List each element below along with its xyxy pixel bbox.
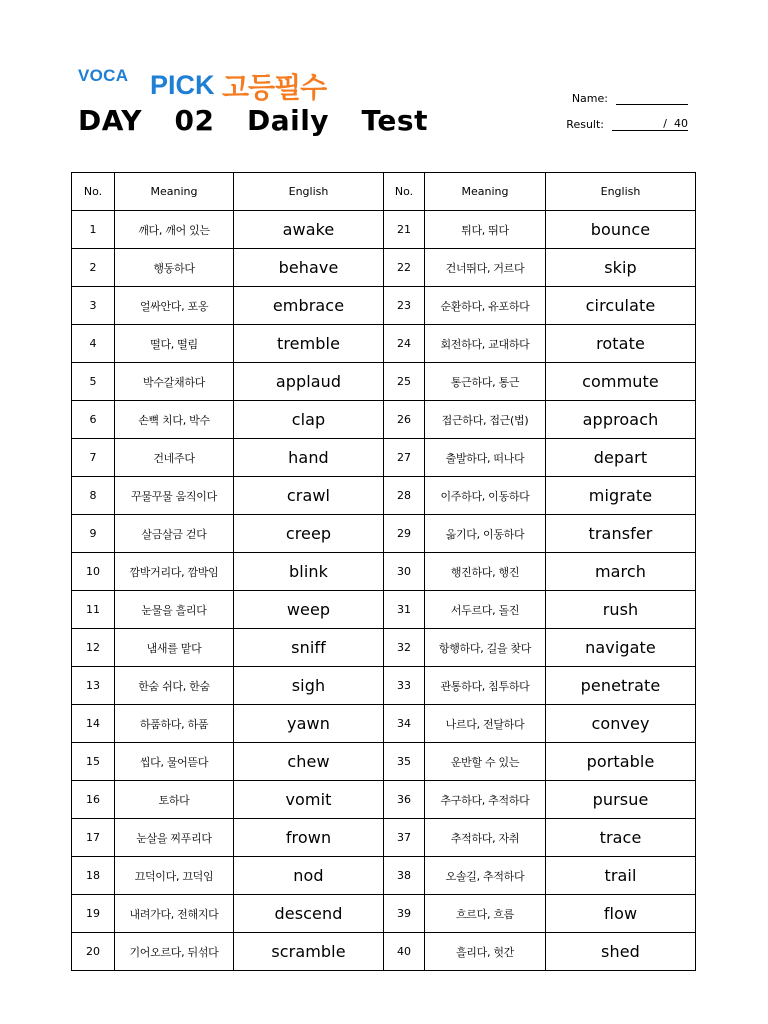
- cell-number: 36: [384, 781, 425, 819]
- cell-meaning: 하품하다, 하품: [115, 705, 234, 743]
- cell-meaning: 흐르다, 흐름: [425, 895, 546, 933]
- cell-english: shed: [546, 933, 696, 971]
- cell-english: transfer: [546, 515, 696, 553]
- result-blank[interactable]: [612, 118, 688, 131]
- cell-english: chew: [234, 743, 384, 781]
- cell-english: awake: [234, 211, 384, 249]
- cell-meaning: 항행하다, 길을 찾다: [425, 629, 546, 667]
- cell-number: 8: [72, 477, 115, 515]
- cell-number: 5: [72, 363, 115, 401]
- cell-english: crawl: [234, 477, 384, 515]
- cell-number: 4: [72, 325, 115, 363]
- brand-voca: VOCA: [78, 66, 129, 85]
- cell-number: 37: [384, 819, 425, 857]
- cell-meaning: 얼싸안다, 포옹: [115, 287, 234, 325]
- cell-meaning: 운반할 수 있는: [425, 743, 546, 781]
- cell-meaning: 씹다, 물어뜯다: [115, 743, 234, 781]
- cell-number: 32: [384, 629, 425, 667]
- cell-meaning: 행동하다: [115, 249, 234, 287]
- cell-meaning: 추구하다, 추적하다: [425, 781, 546, 819]
- cell-english: trace: [546, 819, 696, 857]
- cell-english: sigh: [234, 667, 384, 705]
- cell-number: 22: [384, 249, 425, 287]
- table-row: [72, 819, 696, 857]
- cell-number: 17: [72, 819, 115, 857]
- table-row: [72, 667, 696, 705]
- cell-meaning: 박수갈채하다: [115, 363, 234, 401]
- cell-meaning: 출발하다, 떠나다: [425, 439, 546, 477]
- cell-english: behave: [234, 249, 384, 287]
- result-field-row: [566, 118, 688, 131]
- cell-number: 15: [72, 743, 115, 781]
- cell-number: 2: [72, 249, 115, 287]
- cell-english: yawn: [234, 705, 384, 743]
- cell-number: 1: [72, 211, 115, 249]
- cell-number: 10: [72, 553, 115, 591]
- cell-english: weep: [234, 591, 384, 629]
- cell-meaning: 건네주다: [115, 439, 234, 477]
- cell-meaning: 살금살금 걷다: [115, 515, 234, 553]
- result-total: / 40: [663, 117, 688, 130]
- name-field-row: [572, 92, 688, 105]
- name-blank[interactable]: [616, 92, 688, 105]
- cell-english: embrace: [234, 287, 384, 325]
- table-row: [72, 325, 696, 363]
- cell-number: 13: [72, 667, 115, 705]
- table-row: [72, 553, 696, 591]
- header-no: No.: [72, 173, 115, 211]
- cell-english: pursue: [546, 781, 696, 819]
- cell-english: march: [546, 553, 696, 591]
- cell-english: vomit: [234, 781, 384, 819]
- table-row: [72, 363, 696, 401]
- cell-number: 7: [72, 439, 115, 477]
- cell-number: 28: [384, 477, 425, 515]
- cell-meaning: 이주하다, 이동하다: [425, 477, 546, 515]
- cell-number: 16: [72, 781, 115, 819]
- cell-meaning: 튀다, 뛰다: [425, 211, 546, 249]
- cell-number: 30: [384, 553, 425, 591]
- cell-meaning: 토하다: [115, 781, 234, 819]
- cell-meaning: 서두르다, 돌진: [425, 591, 546, 629]
- cell-number: 31: [384, 591, 425, 629]
- header-meaning: Meaning: [115, 173, 234, 211]
- cell-english: sniff: [234, 629, 384, 667]
- cell-meaning: 한숨 쉬다, 한숨: [115, 667, 234, 705]
- table-row: [72, 211, 696, 249]
- table-row: [72, 743, 696, 781]
- table-row: [72, 933, 696, 971]
- cell-english: penetrate: [546, 667, 696, 705]
- cell-english: applaud: [234, 363, 384, 401]
- cell-meaning: 순환하다, 유포하다: [425, 287, 546, 325]
- cell-number: 39: [384, 895, 425, 933]
- cell-english: creep: [234, 515, 384, 553]
- cell-number: 12: [72, 629, 115, 667]
- table-header-row: [72, 173, 696, 211]
- cell-meaning: 회전하다, 교대하다: [425, 325, 546, 363]
- vocab-table: [71, 172, 696, 971]
- name-label: Name:: [571, 92, 608, 105]
- cell-english: skip: [546, 249, 696, 287]
- cell-meaning: 흘리다, 헛간: [425, 933, 546, 971]
- result-label: Result:: [566, 118, 604, 131]
- cell-english: bounce: [546, 211, 696, 249]
- table-row: [72, 287, 696, 325]
- table-row: [72, 781, 696, 819]
- table-row: [72, 249, 696, 287]
- cell-english: rush: [546, 591, 696, 629]
- cell-meaning: 냄새를 맡다: [115, 629, 234, 667]
- cell-meaning: 내려가다, 전해지다: [115, 895, 234, 933]
- cell-english: descend: [234, 895, 384, 933]
- cell-number: 9: [72, 515, 115, 553]
- cell-english: hand: [234, 439, 384, 477]
- cell-english: frown: [234, 819, 384, 857]
- cell-number: 11: [72, 591, 115, 629]
- table-row: [72, 439, 696, 477]
- table-row: [72, 857, 696, 895]
- cell-meaning: 옮기다, 이동하다: [425, 515, 546, 553]
- cell-english: clap: [234, 401, 384, 439]
- cell-meaning: 눈살을 찌푸리다: [115, 819, 234, 857]
- cell-number: 25: [384, 363, 425, 401]
- page-title: DAY 02 Daily Test: [78, 104, 428, 137]
- cell-number: 3: [72, 287, 115, 325]
- cell-number: 34: [384, 705, 425, 743]
- brand-pick: PICK: [150, 70, 215, 100]
- table-row: [72, 515, 696, 553]
- cell-english: flow: [546, 895, 696, 933]
- cell-meaning: 관통하다, 침투하다: [425, 667, 546, 705]
- cell-number: 24: [384, 325, 425, 363]
- cell-meaning: 건너뛰다, 거르다: [425, 249, 546, 287]
- cell-number: 19: [72, 895, 115, 933]
- cell-english: depart: [546, 439, 696, 477]
- cell-meaning: 추적하다, 자취: [425, 819, 546, 857]
- cell-number: 27: [384, 439, 425, 477]
- cell-number: 21: [384, 211, 425, 249]
- cell-meaning: 행진하다, 행진: [425, 553, 546, 591]
- table-row: [72, 629, 696, 667]
- cell-meaning: 깨다, 깨어 있는: [115, 211, 234, 249]
- cell-meaning: 떨다, 떨림: [115, 325, 234, 363]
- cell-english: approach: [546, 401, 696, 439]
- cell-number: 23: [384, 287, 425, 325]
- cell-number: 40: [384, 933, 425, 971]
- cell-number: 33: [384, 667, 425, 705]
- cell-english: commute: [546, 363, 696, 401]
- cell-meaning: 통근하다, 통근: [425, 363, 546, 401]
- cell-number: 26: [384, 401, 425, 439]
- table-row: [72, 705, 696, 743]
- table-row: [72, 895, 696, 933]
- cell-meaning: 나르다, 전달하다: [425, 705, 546, 743]
- cell-english: convey: [546, 705, 696, 743]
- cell-english: circulate: [546, 287, 696, 325]
- cell-number: 18: [72, 857, 115, 895]
- brand-korean-title: 고등필수: [222, 71, 327, 104]
- cell-number: 35: [384, 743, 425, 781]
- cell-english: rotate: [546, 325, 696, 363]
- cell-meaning: 꾸물꾸물 움직이다: [115, 477, 234, 515]
- cell-number: 14: [72, 705, 115, 743]
- table-row: [72, 591, 696, 629]
- cell-english: blink: [234, 553, 384, 591]
- cell-number: 38: [384, 857, 425, 895]
- table-body: [72, 211, 696, 971]
- cell-number: 29: [384, 515, 425, 553]
- cell-english: trail: [546, 857, 696, 895]
- cell-meaning: 접근하다, 접근(법): [425, 401, 546, 439]
- cell-english: tremble: [234, 325, 384, 363]
- cell-meaning: 손뼉 치다, 박수: [115, 401, 234, 439]
- cell-meaning: 눈물을 흘리다: [115, 591, 234, 629]
- cell-number: 6: [72, 401, 115, 439]
- table-row: [72, 477, 696, 515]
- header-english: English: [546, 173, 696, 211]
- cell-meaning: 깜박거리다, 깜박임: [115, 553, 234, 591]
- cell-meaning: 기어오르다, 뒤섞다: [115, 933, 234, 971]
- cell-english: nod: [234, 857, 384, 895]
- cell-english: scramble: [234, 933, 384, 971]
- header-meaning: Meaning: [425, 173, 546, 211]
- cell-number: 20: [72, 933, 115, 971]
- cell-english: navigate: [546, 629, 696, 667]
- header-english: English: [234, 173, 384, 211]
- table-row: [72, 401, 696, 439]
- header-no: No.: [384, 173, 425, 211]
- cell-english: migrate: [546, 477, 696, 515]
- cell-meaning: 오솔길, 추적하다: [425, 857, 546, 895]
- cell-english: portable: [546, 743, 696, 781]
- cell-meaning: 끄덕이다, 끄덕임: [115, 857, 234, 895]
